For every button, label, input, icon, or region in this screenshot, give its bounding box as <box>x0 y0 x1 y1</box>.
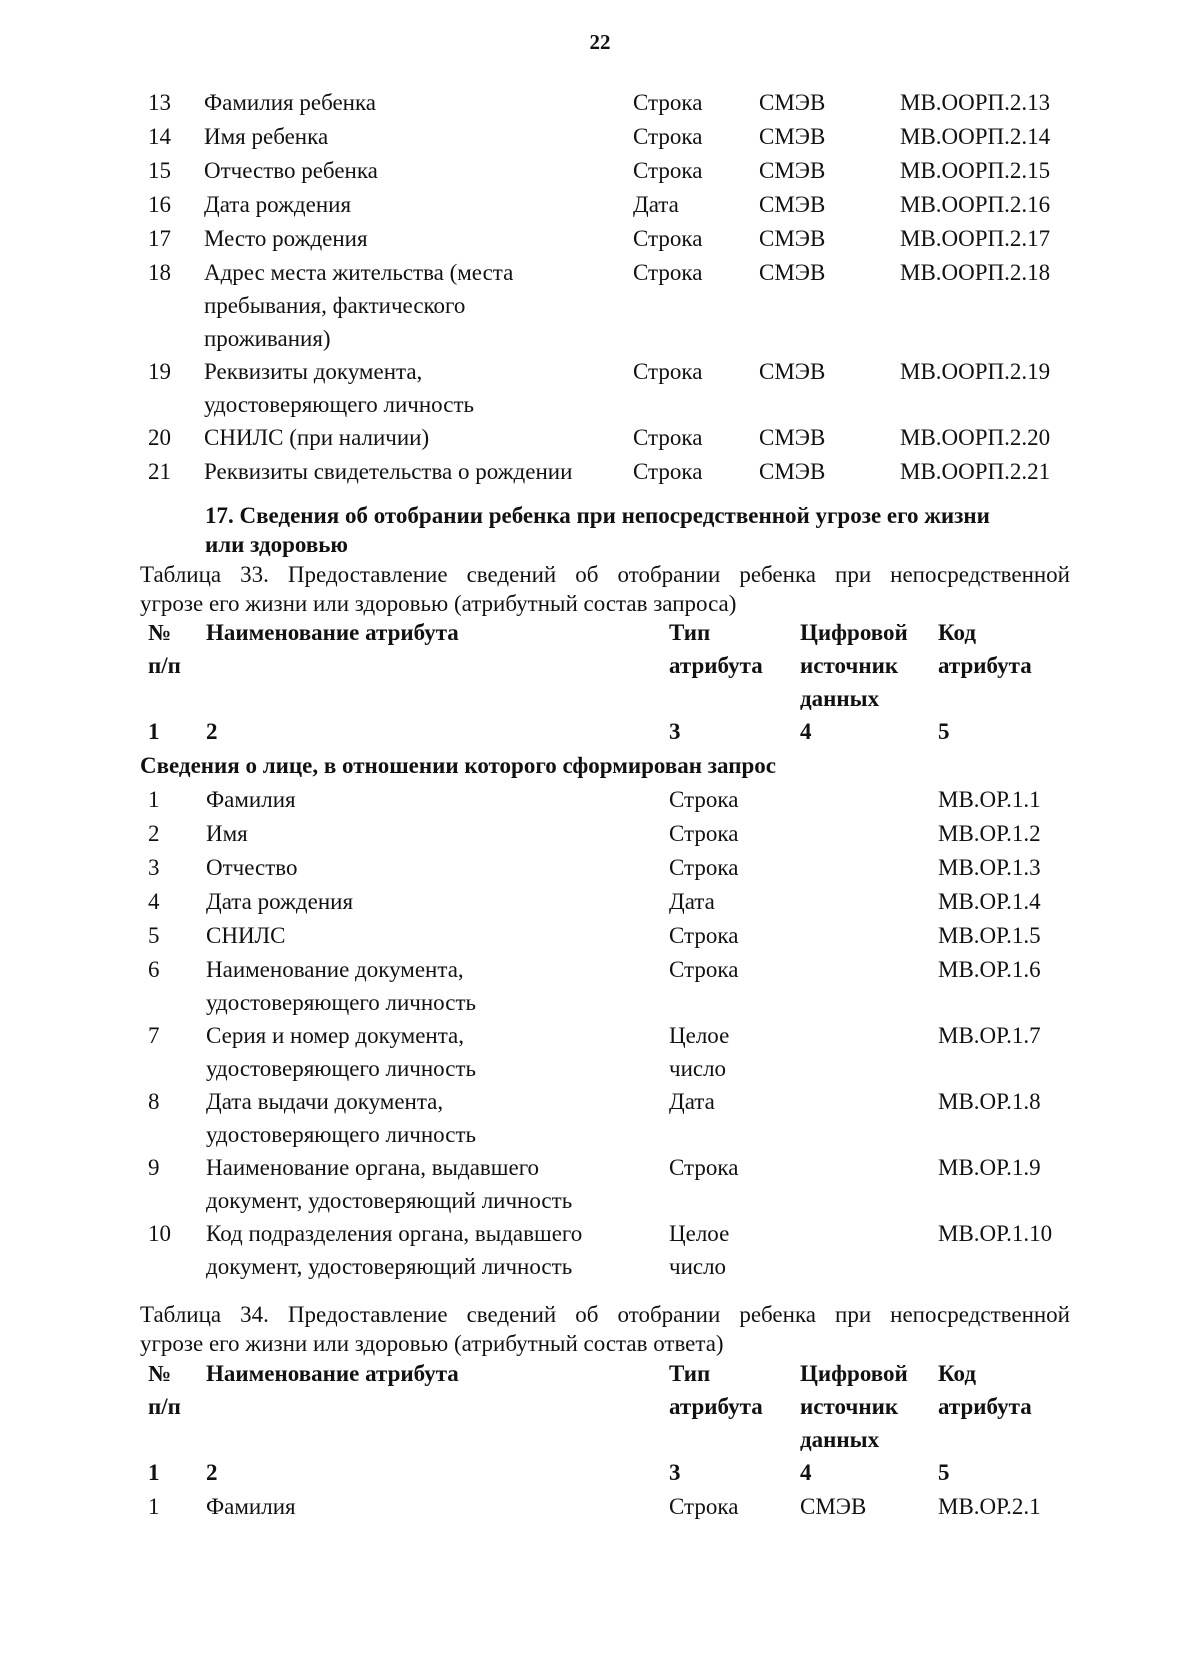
table33-row <box>0 817 1200 851</box>
continued-table-row <box>0 86 1200 120</box>
table33-cell-type: Строка <box>669 787 739 812</box>
continued-table-cell-num: 20 <box>148 425 171 450</box>
table33-cell-name: СНИЛС <box>206 923 286 948</box>
continued-table-cell-code: МВ.ООРП.2.21 <box>900 459 1051 484</box>
continued-table-cell-num: 18 <box>148 260 171 285</box>
continued-table-cell-type: Строка <box>633 425 703 450</box>
table33-cell-code: МВ.ОР.1.2 <box>938 821 1041 846</box>
table33-row <box>0 919 1200 953</box>
continued-table-cell-code: МВ.ООРП.2.19 <box>900 359 1051 384</box>
continued-table-row <box>0 256 1200 355</box>
table33-row <box>0 1085 1200 1151</box>
continued-table-cell-num: 15 <box>148 158 171 183</box>
table33-row <box>0 1217 1200 1283</box>
table33-cell-code: МВ.ОР.1.10 <box>938 1221 1053 1246</box>
table33-cell-type: Целое число <box>669 1023 730 1081</box>
table33-cell-num: 6 <box>148 957 160 982</box>
continued-table-cell-code: МВ.ООРП.2.20 <box>900 425 1051 450</box>
continued-table-cell-source: СМЭВ <box>759 124 826 149</box>
table33-header-row <box>0 616 1200 715</box>
table33-cell-num: 9 <box>148 1155 160 1180</box>
continued-table-cell-name: Имя ребенка <box>204 124 329 149</box>
table34-cell-code: МВ.ОР.2.1 <box>938 1494 1041 1519</box>
table34-row <box>0 1490 1200 1524</box>
table33-index-code: 5 <box>938 719 950 744</box>
table33-row <box>0 1019 1200 1085</box>
continued-table-cell-code: МВ.ООРП.2.17 <box>900 226 1051 251</box>
continued-table-row <box>0 222 1200 256</box>
table33-index-source: 4 <box>800 719 812 744</box>
table33-cell-name: Наименование органа, выдавшего документ, удостоверяющий личность <box>206 1155 573 1213</box>
table33-cell-name: Наименование документа, удостоверяющего личность <box>206 957 476 1015</box>
table33-cell-type: Строка <box>669 821 739 846</box>
table34-index-source: 4 <box>800 1460 812 1485</box>
table33-header-num: № п/п <box>148 620 181 678</box>
page-number: 22 <box>589 30 611 54</box>
table33-cell-name: Дата рождения <box>206 889 354 914</box>
table33-group-row <box>0 749 1200 783</box>
table33-row <box>0 851 1200 885</box>
continued-table-cell-source: СМЭВ <box>759 260 826 285</box>
table33-header-code: Код атрибута <box>938 620 1032 678</box>
continued-table-cell-type: Строка <box>633 226 703 251</box>
continued-table-cell-type: Строка <box>633 158 703 183</box>
table34-header-source: Цифровой источник данных <box>800 1361 908 1452</box>
table33-cell-num: 2 <box>148 821 160 846</box>
continued-table-cell-name: Дата рождения <box>204 192 352 217</box>
table33-header-source: Цифровой источник данных <box>800 620 908 711</box>
table34-header-code: Код атрибута <box>938 1361 1032 1419</box>
table33-cell-name: Отчество <box>206 855 298 880</box>
table33-cell-num: 1 <box>148 787 160 812</box>
table34-index-code: 5 <box>938 1460 950 1485</box>
continued-table-cell-name: Фамилия ребенка <box>204 90 377 115</box>
continued-table-row <box>0 455 1200 489</box>
table33-cell-type: Дата <box>669 1089 715 1114</box>
continued-table-cell-name: Реквизиты свидетельства о рождении <box>204 459 573 484</box>
table33-row <box>0 1151 1200 1217</box>
table33-cell-num: 3 <box>148 855 160 880</box>
continued-table-cell-name: СНИЛС (при наличии) <box>204 425 430 450</box>
continued-table-cell-name: Отчество ребенка <box>204 158 378 183</box>
table33-row <box>0 953 1200 1019</box>
continued-table-cell-type: Строка <box>633 260 703 285</box>
table34-caption-line2: угрозе его жизни или здоровью (атрибутный состав ответа) <box>140 1331 724 1356</box>
table34-header-num: № п/п <box>148 1361 181 1419</box>
table33-cell-name: Имя <box>206 821 248 846</box>
continued-table-cell-type: Дата <box>633 192 679 217</box>
table33-row <box>0 783 1200 817</box>
table34-index-name: 2 <box>206 1460 218 1485</box>
table33-cell-name: Код подразделения органа, выдавшего документ, удостоверяющий личность <box>206 1221 583 1279</box>
table33-body <box>0 783 1200 1283</box>
table33-cell-num: 8 <box>148 1089 160 1114</box>
continued-table-cell-source: СМЭВ <box>759 359 826 384</box>
table34-header-row <box>0 1357 1200 1456</box>
table33-cell-num: 7 <box>148 1023 160 1048</box>
continued-table-cell-type: Строка <box>633 124 703 149</box>
table34-cell-num: 1 <box>148 1494 160 1519</box>
continued-table-cell-source: СМЭВ <box>759 459 826 484</box>
continued-table-row <box>0 355 1200 421</box>
continued-table-cell-num: 13 <box>148 90 171 115</box>
continued-table-cell-name: Реквизиты документа, удостоверяющего личность <box>204 359 474 417</box>
continued-table-cell-source: СМЭВ <box>759 425 826 450</box>
table34-header-name: Наименование атрибута <box>206 1361 459 1386</box>
continued-table-cell-num: 17 <box>148 226 171 251</box>
table33-index-name: 2 <box>206 719 218 744</box>
continued-table-row <box>0 154 1200 188</box>
table34-index-num: 1 <box>148 1460 160 1485</box>
table33-cell-code: МВ.ОР.1.8 <box>938 1089 1041 1114</box>
continued-table-cell-code: МВ.ООРП.2.13 <box>900 90 1051 115</box>
table33-cell-num: 4 <box>148 889 160 914</box>
table33-cell-name: Серия и номер документа, удостоверяющего личность <box>206 1023 476 1081</box>
continued-table-cell-source: СМЭВ <box>759 226 826 251</box>
table34-body <box>0 1490 1200 1524</box>
table33-cell-type: Строка <box>669 923 739 948</box>
table34-cell-type: Строка <box>669 1494 739 1519</box>
table33-header-name: Наименование атрибута <box>206 620 459 645</box>
table33-cell-num: 5 <box>148 923 160 948</box>
section-title: 17. Сведения об отобрании ребенка при непосредственной угрозе его жизни или здоровью <box>205 503 990 557</box>
continued-table-cell-num: 21 <box>148 459 171 484</box>
continued-table-cell-type: Строка <box>633 90 703 115</box>
continued-table-cell-num: 19 <box>148 359 171 384</box>
table33-cell-type: Строка <box>669 855 739 880</box>
table33-cell-code: МВ.ОР.1.9 <box>938 1155 1041 1180</box>
table33-cell-type: Строка <box>669 957 739 982</box>
continued-table-cell-num: 16 <box>148 192 171 217</box>
continued-table-row <box>0 120 1200 154</box>
table34-index-row <box>0 1456 1200 1490</box>
table34-index-type: 3 <box>669 1460 681 1485</box>
continued-table-cell-name: Место рождения <box>204 226 368 251</box>
table34-cell-name: Фамилия <box>206 1494 296 1519</box>
table33-cell-type: Целое число <box>669 1221 730 1279</box>
table33-cell-name: Фамилия <box>206 787 296 812</box>
continued-table-cell-code: МВ.ООРП.2.15 <box>900 158 1051 183</box>
continued-table-cell-code: МВ.ООРП.2.14 <box>900 124 1051 149</box>
continued-table-cell-source: СМЭВ <box>759 90 826 115</box>
continued-table-cell-code: МВ.ООРП.2.18 <box>900 260 1051 285</box>
table33 <box>0 616 1200 1283</box>
table33-index-row <box>0 715 1200 749</box>
continued-table-cell-type: Строка <box>633 459 703 484</box>
table33-cell-type: Строка <box>669 1155 739 1180</box>
table33-cell-code: МВ.ОР.1.4 <box>938 889 1041 914</box>
table33-row <box>0 885 1200 919</box>
table33-index-num: 1 <box>148 719 160 744</box>
continued-attribute-table <box>0 86 1200 489</box>
table33-cell-name: Дата выдачи документа, удостоверяющего личность <box>206 1089 476 1147</box>
table33-cell-code: МВ.ОР.1.7 <box>938 1023 1041 1048</box>
table33-index-type: 3 <box>669 719 681 744</box>
table34 <box>0 1357 1200 1524</box>
table33-cell-code: МВ.ОР.1.3 <box>938 855 1041 880</box>
table33-caption-line1: Таблица 33. Предоставление сведений об отобрании ребенка при непосредственной <box>140 562 1070 587</box>
continued-table-cell-num: 14 <box>148 124 171 149</box>
continued-table-cell-name: Адрес места жительства (места пребывания, фактического проживания) <box>204 260 514 351</box>
table34-cell-source: СМЭВ <box>800 1494 867 1519</box>
continued-table-cell-code: МВ.ООРП.2.16 <box>900 192 1051 217</box>
table33-caption-line2: угрозе его жизни или здоровью (атрибутный состав запроса) <box>140 591 737 616</box>
table33-group-title: Сведения о лице, в отношении которого сформирован запрос <box>140 753 776 778</box>
table33-cell-num: 10 <box>148 1221 171 1246</box>
continued-table-row <box>0 188 1200 222</box>
table34-caption <box>140 1300 1070 1358</box>
table34-header-type: Тип атрибута <box>669 1361 763 1419</box>
continued-table-cell-source: СМЭВ <box>759 192 826 217</box>
table33-cell-code: МВ.ОР.1.6 <box>938 957 1041 982</box>
continued-table-cell-type: Строка <box>633 359 703 384</box>
continued-table-row <box>0 421 1200 455</box>
table33-cell-type: Дата <box>669 889 715 914</box>
table33-cell-code: МВ.ОР.1.5 <box>938 923 1041 948</box>
table33-cell-code: МВ.ОР.1.1 <box>938 787 1041 812</box>
table33-caption <box>140 560 1070 618</box>
table33-header-type: Тип атрибута <box>669 620 763 678</box>
continued-table-cell-source: СМЭВ <box>759 158 826 183</box>
table34-caption-line1: Таблица 34. Предоставление сведений об отобрании ребенка при непосредственной <box>140 1302 1070 1327</box>
